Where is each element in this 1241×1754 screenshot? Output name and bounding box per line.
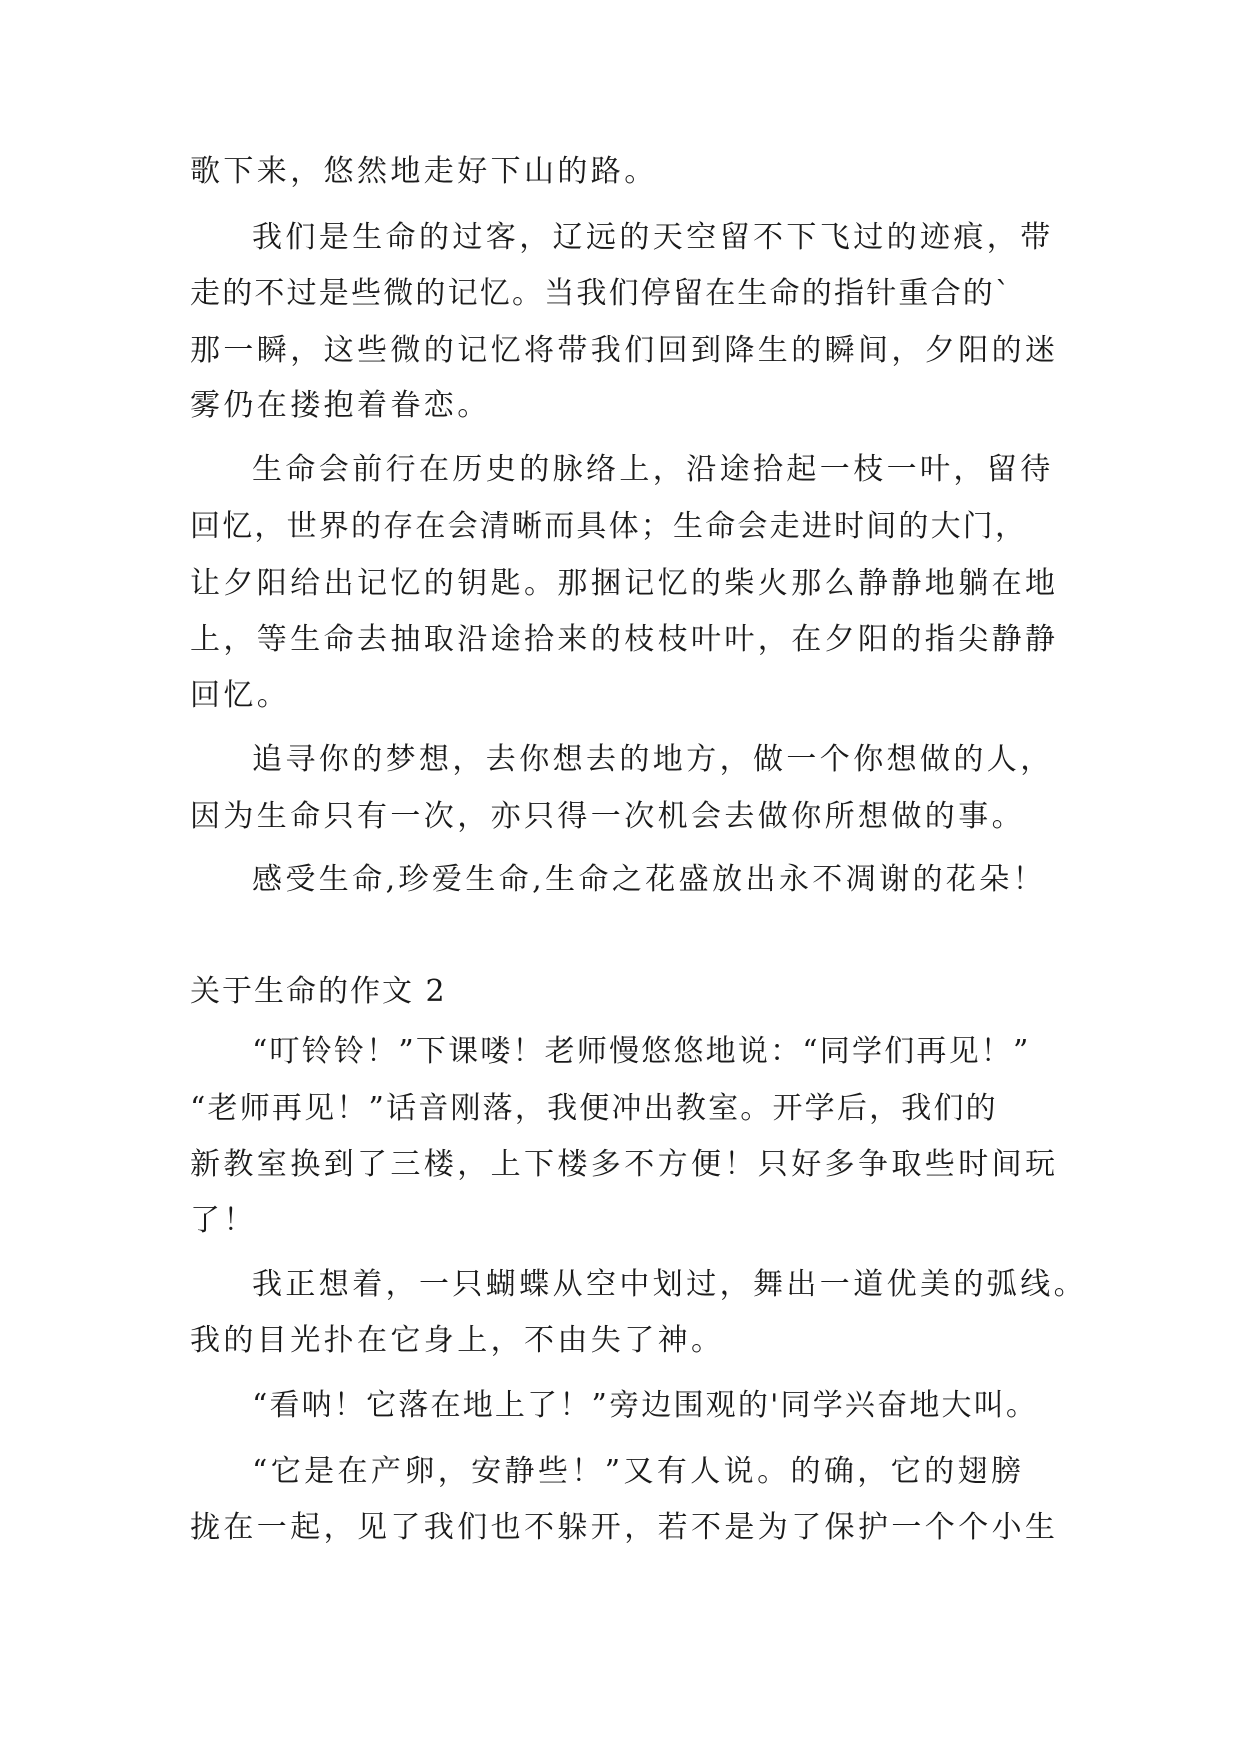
text-line: “老师再见！”话音刚落，我便冲出教室。开学后，我们的 [190, 1091, 998, 1126]
paragraph-start: 我们是生命的过客，辽远的天空留不下飞过的迹痕，带 [252, 220, 1054, 255]
text-line: 我的目光扑在它身上，不由失了神。 [190, 1323, 725, 1358]
text-line: 雾仍在搂抱着眷恋。 [190, 388, 491, 423]
text-line: 走的不过是些微的记忆。当我们停留在生命的指针重合的` [190, 276, 1013, 311]
paragraph-start: 我正想着，一只蝴蝶从空中划过，舞出一道优美的弧线。 [252, 1267, 1087, 1302]
text-line: 回忆。 [190, 678, 291, 713]
text-line: 新教室换到了三楼，上下楼多不方便！只好多争取些时间玩 [190, 1147, 1059, 1182]
text-line: 上，等生命去抽取沿途拾来的枝枝叶叶，在夕阳的指尖静静 [190, 622, 1059, 657]
section-title: 关于生命的作文 2 [190, 974, 447, 1009]
paragraph-start: “叮铃铃！”下课喽！老师慢悠悠地说：“同学们再见！” [252, 1034, 1031, 1069]
paragraph-start: “看呐！它落在地上了！”旁边围观的'同学兴奋地大叫。 [252, 1388, 1039, 1423]
paragraph-start: 生命会前行在历史的脉络上，沿途拾起一枝一叶，留待 [252, 452, 1054, 487]
text-line: 了！ [190, 1203, 257, 1238]
text-line: 因为生命只有一次，亦只得一次机会去做你所想做的事。 [190, 799, 1025, 834]
text-line: 让夕阳给出记忆的钥匙。那捆记忆的柴火那么静静地躺在地 [190, 566, 1059, 601]
text-line: 拢在一起，见了我们也不躲开，若不是为了保护一个个小生 [190, 1510, 1059, 1545]
text-line: 那一瞬，这些微的记忆将带我们回到降生的瞬间，夕阳的迷 [190, 333, 1059, 368]
paragraph-start: 感受生命,珍爱生命,生命之花盛放出永不凋谢的花朵！ [252, 862, 1047, 897]
paragraph-start: “它是在产卵，安静些！”又有人说。的确，它的翅膀 [252, 1454, 1025, 1489]
text-line: 歌下来，悠然地走好下山的路。 [190, 154, 658, 189]
paragraph-start: 追寻你的梦想，去你想去的地方，做一个你想做的人， [252, 742, 1054, 777]
text-line: 回忆，世界的存在会清晰而具体；生命会走进时间的大门， [190, 509, 1028, 544]
